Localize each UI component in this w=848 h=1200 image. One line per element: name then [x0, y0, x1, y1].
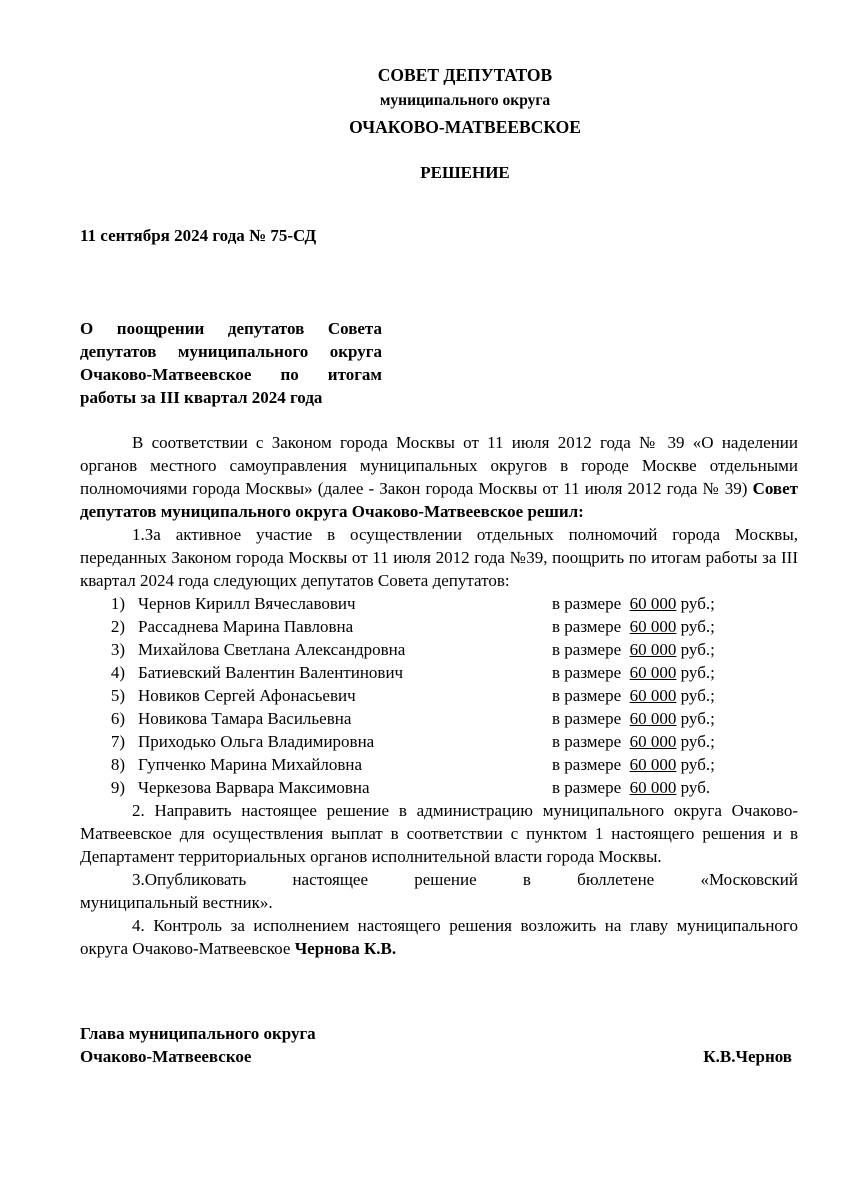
award-amount: 60 000 [629, 709, 677, 728]
award-prefix: в размере [552, 617, 622, 636]
deputy-name: Гупченко Марина Михайловна [138, 755, 363, 774]
deputy-list [80, 592, 798, 799]
deputy-row [80, 615, 798, 638]
deputy-name: Новикова Тамара Васильевна [138, 709, 352, 728]
document-header [132, 62, 798, 186]
deputy-award [552, 615, 715, 638]
award-currency: руб.; [680, 755, 715, 774]
deputy-name: Рассаднева Марина Павловна [138, 617, 354, 636]
award-amount: 60 000 [629, 755, 677, 774]
award-amount: 60 000 [629, 617, 677, 636]
deputy-row [80, 684, 798, 707]
preamble-text: В соответствии с Законом города Москвы от 11 июля 2012 года № 39 «О наделении органов местного самоуправления муниципальных округов в городе Москве отдельными полномочиями города Москвы» (далее - Закон города Москвы от 11 июля 2012 года № 39) [80, 433, 798, 498]
deputy-name: Михайлова Светлана Александровна [138, 640, 406, 659]
point-3-word: бюллетене [577, 870, 655, 889]
award-currency: руб.; [680, 732, 715, 751]
signature-name: К.В.Чернов [703, 1047, 792, 1066]
award-currency: руб.; [680, 594, 715, 613]
deputy-number: 6) [110, 709, 125, 728]
deputy-number: 9) [110, 778, 125, 797]
point-2: 2. Направить настоящее решение в администрацию муниципального округа Очаково-Матвеевское для осуществления выплат в соответствии с пунктом 1 настоящего решения и в Департамент территориальных органов исполнительной власти города Москвы. [80, 801, 798, 866]
deputy-number: 7) [110, 732, 125, 751]
award-currency: руб.; [680, 709, 715, 728]
deputy-name: Приходько Ольга Владимировна [138, 732, 375, 751]
deputy-number: 8) [110, 755, 125, 774]
deputy-name: Чернов Кирилл Вячеславович [138, 594, 356, 613]
award-currency: руб.; [680, 686, 715, 705]
point-4-person: Чернова К.В. [294, 939, 397, 958]
document-page [80, 62, 798, 1068]
deputy-number: 4) [110, 663, 125, 682]
deputy-award [552, 592, 715, 615]
signature-title-line-2: Очаково-Матвеевское [80, 1047, 252, 1066]
award-amount: 60 000 [629, 778, 677, 797]
deputy-award [552, 730, 715, 753]
award-amount: 60 000 [629, 686, 677, 705]
award-currency: руб.; [680, 640, 715, 659]
point-4-text: 4. Контроль за исполнением настоящего решения возложить на главу муниципального округа Очаково-Матвеевское [80, 916, 798, 958]
deputy-row [80, 753, 798, 776]
point-3-word: 3.Опубликовать [132, 870, 247, 889]
award-prefix: в размере [552, 709, 622, 728]
deputy-name: Батиевский Валентин Валентинович [138, 663, 404, 682]
document-date-number: 11 сентября 2024 года № 75-СД [80, 226, 317, 245]
award-amount: 60 000 [629, 640, 677, 659]
district-label: муниципального округа [379, 92, 551, 109]
award-prefix: в размере [552, 755, 622, 774]
district-name: ОЧАКОВО-МАТВЕЕВСКОЕ [349, 117, 581, 137]
document-subject: О поощрении депутатов Совета депутатов муниципального округа Очаково-Матвеевское по итогам работы за III квартал 2024 года [80, 319, 382, 407]
point-3-word: настоящее [292, 870, 369, 889]
deputy-name: Новиков Сергей Афонасьевич [138, 686, 356, 705]
point-3 [80, 868, 798, 914]
council-title: СОВЕТ ДЕПУТАТОВ [377, 65, 553, 85]
award-currency: руб.; [680, 663, 715, 682]
deputy-row [80, 776, 798, 799]
point-1: 1.За активное участие в осуществлении отдельных полномочий города Москвы, переданных Законом города Москвы от 11 июля 2012 года №39, поощрить по итогам работы за III квартал 2024 года следующих депутатов Совета депутатов: [80, 525, 798, 590]
award-prefix: в размере [552, 732, 622, 751]
deputy-number: 5) [110, 686, 125, 705]
award-prefix: в размере [552, 778, 622, 797]
deputy-row [80, 638, 798, 661]
deputy-award [552, 776, 710, 799]
award-amount: 60 000 [629, 732, 677, 751]
point-3-line-1 [80, 868, 798, 891]
deputy-number: 3) [110, 640, 125, 659]
deputy-row [80, 661, 798, 684]
preamble-paragraph [80, 431, 798, 523]
deputy-row [80, 707, 798, 730]
deputy-award [552, 707, 715, 730]
deputy-number: 1) [110, 594, 125, 613]
deputy-award [552, 661, 715, 684]
point-4 [80, 914, 798, 960]
award-prefix: в размере [552, 663, 622, 682]
deputy-award [552, 753, 715, 776]
award-prefix: в размере [552, 594, 622, 613]
preamble-resolution: Совет депутатов муниципального округа Очаково-Матвеевское решил: [80, 479, 798, 521]
deputy-number: 2) [110, 617, 125, 636]
award-currency: руб.; [680, 617, 715, 636]
signature-block [80, 1022, 798, 1068]
award-prefix: в размере [552, 640, 622, 659]
deputy-award [552, 638, 715, 661]
point-3-line-2: муниципальный вестник». [80, 893, 273, 912]
deputy-award [552, 684, 715, 707]
point-3-word: в [522, 870, 531, 889]
decision-title: РЕШЕНИЕ [420, 163, 510, 182]
signature-title-line-1: Глава муниципального округа [80, 1024, 316, 1043]
deputy-row [80, 730, 798, 753]
award-prefix: в размере [552, 686, 622, 705]
point-3-word: «Московский [700, 870, 798, 889]
award-amount: 60 000 [629, 594, 677, 613]
deputy-name: Черкезова Варвара Максимовна [138, 778, 370, 797]
point-3-word: решение [414, 870, 477, 889]
award-amount: 60 000 [629, 663, 677, 682]
deputy-row [80, 592, 798, 615]
award-currency: руб. [680, 778, 711, 797]
